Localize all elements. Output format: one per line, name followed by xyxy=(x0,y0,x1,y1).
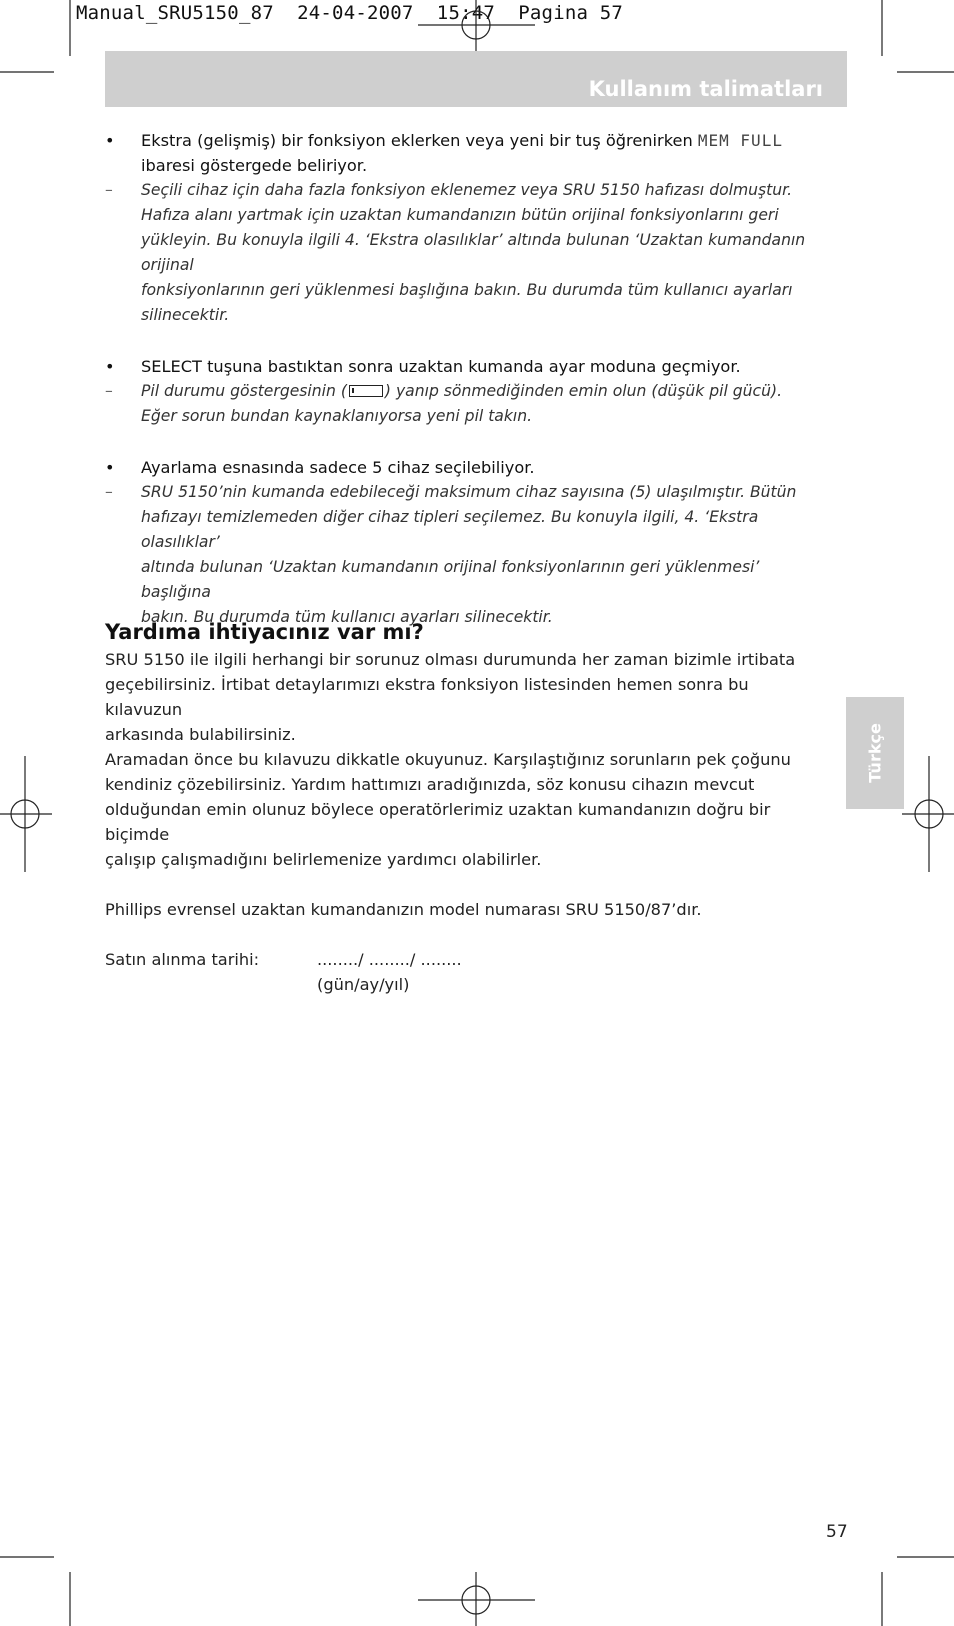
problem-text: • SELECT tuşuna bastıktan sonra uzaktan kumanda ayar moduna geçmiyor. xyxy=(105,354,830,379)
language-tab xyxy=(846,697,904,809)
purchase-date-label: Satın alınma tarihi: xyxy=(105,950,260,969)
model-number-text: Phillips evrensel uzaktan kumandanızın model numarası SRU 5150/87’dır. xyxy=(105,900,702,919)
troubleshooting-list xyxy=(105,128,830,656)
bullet: • xyxy=(105,131,115,150)
solution-text: – Seçili cihaz için daha fazla fonksiyon eklenemez veya SRU 5150 hafızası dolmuştur. Hafıza alanı yartmak için uzaktan kumandanızın bütün orijinal fonksiyonlarını geri yükleyin. Bu konuyla ilgili 4. ‘Ekstra olasılıklar’ altında bulunan ‘Uzaktan kumandanın orijinal fonksiyonlarının geri yüklenmesi başlığına bakın. Bu durumda tüm kullanıcı ayarları silinecektir. xyxy=(105,178,830,328)
dash: – xyxy=(105,483,113,501)
registration-mark-right xyxy=(902,756,954,872)
header-bar xyxy=(105,51,847,107)
solution-text: – SRU 5150’nin kumanda edebileceği maksimum cihaz sayısına (5) ulaşılmıştır. Bütün hafızayı temizlemeden diğer cihaz tipleri seçilemez. Bu konuyla ilgili, 4. ‘Ekstra olasılıklar’ altında bulunan ‘Uzaktan kumandanın orijinal fonksiyonlarının geri yüklenmesi’ başlığına bakın. Bu durumda tüm kullanıcı ayarları silinecektir. xyxy=(105,480,830,630)
help-paragraph: Aramadan önce bu kılavuzu dikkatle okuyunuz. Karşılaştığınız sorunların pek çoğunu kendiniz çözebilirsiniz. Yardım hattımızı aradığınızda, söz konusu cihazın mevcut olduğundan emin olunuz böylece operatörlerimiz uzaktan kumandanızın doğru bir biçimde çalışıp çalışmadığını belirlemenize yardımcı olabilirler. xyxy=(105,750,791,869)
troubleshooting-item xyxy=(105,128,830,328)
bullet: • xyxy=(105,357,115,376)
problem-text: • Ayarlama esnasında sadece 5 cihaz seçilebiliyor. xyxy=(105,455,830,480)
help-section xyxy=(105,620,830,997)
troubleshooting-item xyxy=(105,455,830,630)
lcd-message: MEM FULL xyxy=(697,131,783,150)
section-title: Kullanım talimatları xyxy=(588,77,823,101)
dash: – xyxy=(105,382,113,400)
purchase-date-blank: ......../ ......../ ........ xyxy=(317,950,462,969)
battery-icon xyxy=(349,385,383,397)
bullet: • xyxy=(105,458,115,477)
language-tab-label: Türkçe xyxy=(865,723,885,783)
help-paragraph: SRU 5150 ile ilgili herhangi bir sorunuz olması durumunda her zaman bizimle irtibata geçebilirsiniz. İrtibat detaylarımızı ekstra fonksiyon listesinden hemen sonra bu kılavuzun arkasında bulabilirsiniz. xyxy=(105,650,796,744)
page-number: 57 xyxy=(826,1522,848,1542)
purchase-date-format: (gün/ay/yıl) xyxy=(317,975,410,994)
dash: – xyxy=(105,181,113,199)
help-heading: Yardıma ihtiyacınız var mı? xyxy=(105,620,424,644)
print-slug: Manual_SRU5150_87 24-04-2007 15:47 Pagina 57 xyxy=(76,2,624,24)
purchase-date-field xyxy=(105,947,830,997)
problem-text: • Ekstra (gelişmiş) bir fonksiyon eklerken veya yeni bir tuş öğrenirken MEM FULL ibaresi göstergede beliriyor. xyxy=(105,128,830,178)
registration-mark-bottom xyxy=(418,1572,535,1626)
troubleshooting-item xyxy=(105,354,830,429)
registration-mark-left xyxy=(0,756,52,872)
solution-text: – Pil durumu göstergesinin ( ) yanıp sönmediğinden emin olun (düşük pil gücü). Eğer sorun bundan kaynaklanıyorsa yeni pil takın. xyxy=(105,379,830,429)
